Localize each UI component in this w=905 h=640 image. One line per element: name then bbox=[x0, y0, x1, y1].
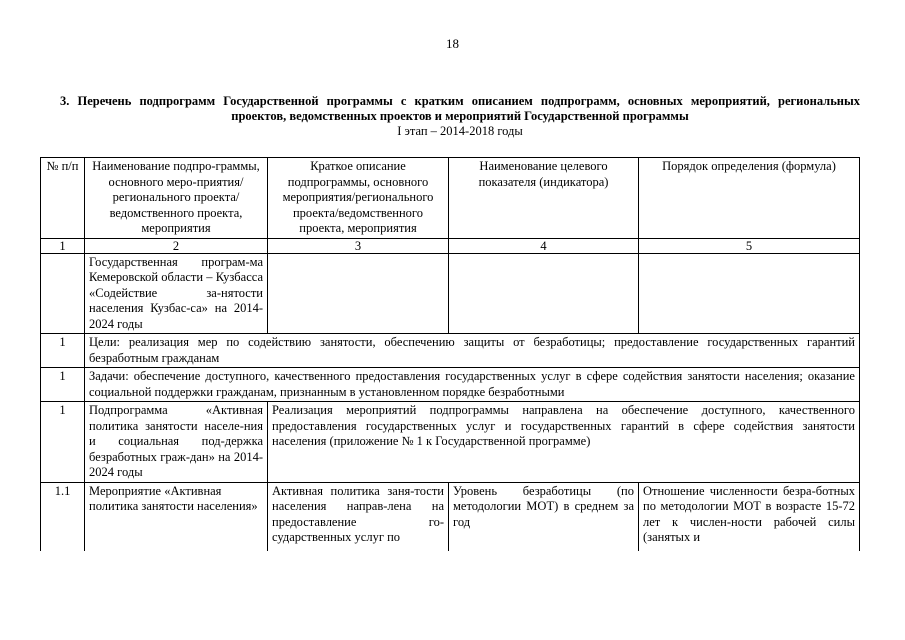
page-number: 18 bbox=[446, 36, 459, 51]
tasks-number: 1 bbox=[41, 368, 85, 402]
section-number: 3. bbox=[60, 94, 70, 108]
column-number: 2 bbox=[85, 238, 268, 253]
program-name: Государственная програм-ма Кемеровской области – Кузбасса «Содействие за-нятости населения Кузбас-са» на 2014-2024 годы bbox=[85, 253, 268, 334]
measure-row bbox=[41, 482, 860, 551]
programs-table bbox=[40, 157, 860, 551]
program-number bbox=[41, 253, 85, 334]
program-indicator bbox=[449, 253, 639, 334]
header-description: Краткое описание подпрограммы, основного мероприятия/регионального проекта/ведомственного проекта, мероприятия bbox=[268, 158, 449, 239]
column-number: 5 bbox=[639, 238, 860, 253]
program-description bbox=[268, 253, 449, 334]
section-title-line bbox=[60, 94, 860, 124]
column-number: 1 bbox=[41, 238, 85, 253]
table-header-row bbox=[41, 158, 860, 239]
subprogram-name: Подпрограмма «Активная политика занятости населе-ния и социальная под-держка безработных граж-дан» на 2014-2024 годы bbox=[85, 402, 268, 483]
header-formula: Порядок определения (формула) bbox=[639, 158, 860, 239]
measure-formula: Отношение численности безра-ботных по методологии МОТ в возрасте 15-72 лет к числен-ности рабочей силы (занятых и bbox=[639, 482, 860, 551]
program-formula bbox=[639, 253, 860, 334]
subprogram-number: 1 bbox=[41, 402, 85, 483]
column-number: 3 bbox=[268, 238, 449, 253]
tasks-row bbox=[41, 368, 860, 402]
column-numbers-row bbox=[41, 238, 860, 253]
goals-row bbox=[41, 334, 860, 368]
goals-text: Цели: реализация мер по содействию занятости, обеспечению защиты от безработицы; предоставление государственных гарантий безработным гражданам bbox=[85, 334, 860, 368]
header-indicator: Наименование целевого показателя (индикатора) bbox=[449, 158, 639, 239]
measure-description: Активная политика заня-тости населения направ-лена на предоставление го-сударственных услуг по bbox=[268, 482, 449, 551]
header-name: Наименование подпро-граммы, основного меро-приятия/регионального проекта/ведомственного проекта, мероприятия bbox=[85, 158, 268, 239]
subprogram-description: Реализация мероприятий подпрограммы направлена на обеспечение доступного, качественного предоставления государственных услуг и государственных гарантий в сфере содействия занятости населения (приложение № 1 к Государственной программе) bbox=[268, 402, 860, 483]
tasks-text: Задачи: обеспечение доступного, качественного предоставления государственных услуг в сфере содействия занятости населения; оказание социальной поддержки гражданам, признанным в установленном порядке безработными bbox=[85, 368, 860, 402]
measure-indicator: Уровень безработицы (по методологии МОТ) в среднем за год bbox=[449, 482, 639, 551]
measure-name: Мероприятие «Активная политика занятости населения» bbox=[85, 482, 268, 551]
header-number: № п/п bbox=[41, 158, 85, 239]
stage-subtitle: I этап – 2014-2018 годы bbox=[397, 124, 523, 138]
column-number: 4 bbox=[449, 238, 639, 253]
section-title: Перечень подпрограмм Государственной программы с кратким описанием подпрограмм, основных мероприятий, региональных проектов, ведомственных проектов и мероприятий Государственной программы bbox=[77, 94, 861, 123]
goals-number: 1 bbox=[41, 334, 85, 368]
section-heading bbox=[60, 94, 860, 139]
measure-number: 1.1 bbox=[41, 482, 85, 551]
subprogram-row bbox=[41, 402, 860, 483]
program-row bbox=[41, 253, 860, 334]
